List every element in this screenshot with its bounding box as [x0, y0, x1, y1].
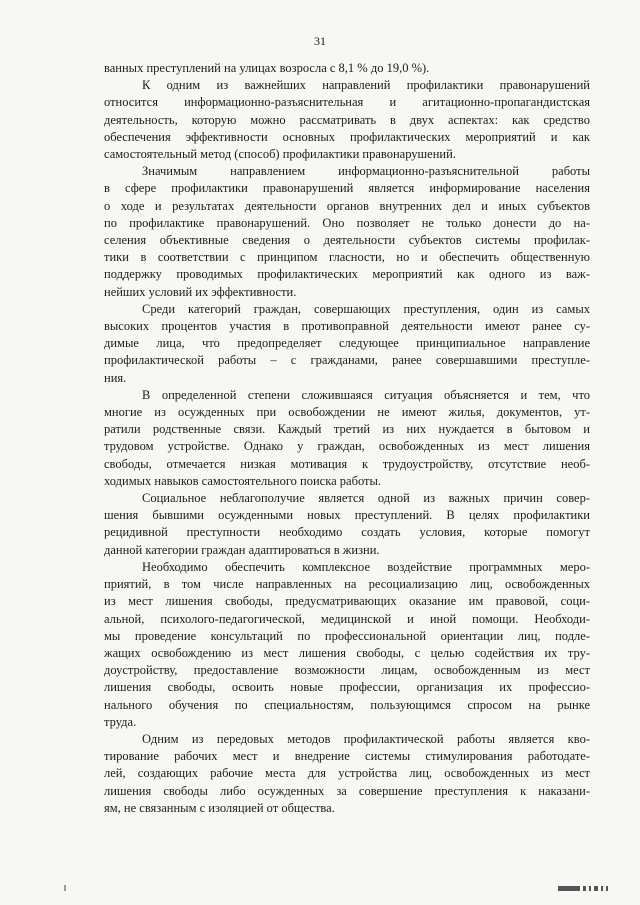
text-line: многие из осужденных при освобождении не имеют жилья, документов, ут-: [104, 405, 590, 420]
text-line: о ходе и результатах деятельности органов внутренних дел и иных субъектов: [104, 198, 590, 213]
text-line: деятельность, которую можно рассматривать в двух аспектах: как средство: [104, 112, 590, 127]
text-line: в сфере профилактики правонарушений является информирование населения: [104, 181, 590, 196]
text-line: мы проведение консультаций по профессиональной ориентации лиц, подле-: [104, 628, 590, 643]
text-line: ния.: [104, 370, 127, 385]
text-line: высоких процентов участия в противоправной деятельности имеют ранее су-: [104, 319, 590, 334]
paragraph: [104, 559, 590, 731]
text-line: К одним из важнейших направлений профилактики правонарушений: [142, 78, 590, 93]
text-line: трудовом устройстве. Однако у граждан, освобожденных из мест лишения: [104, 439, 590, 454]
text-line: шения бывшими осужденными новых преступлений. В целях профилактики: [104, 508, 590, 523]
text-line: по профилактике правонарушений. Оно позволяет не только донести до на-: [104, 215, 590, 230]
text-line: ходимых навыков самостоятельного поиска работы.: [104, 473, 382, 488]
text-line: Среди категорий граждан, совершающих преступления, один из самых: [142, 301, 590, 316]
paragraph: [104, 490, 590, 559]
text-line: свободы, отмечается низкая мотивация к трудоустройству, отсутствие необ-: [104, 456, 590, 471]
text-line: лишения свободы либо осужденных за совершение преступления к наказани-: [104, 783, 590, 798]
text-line: из мест лишения свободы, предусматривающих оказание им правовой, соци-: [104, 594, 590, 609]
text-line: нейших условий их эффективности.: [104, 284, 297, 299]
text-line: лей, создающих рабочие места для устройства лиц, освобожденных из мест: [104, 766, 590, 781]
paragraph: [104, 163, 590, 301]
text-line: труда.: [104, 714, 137, 729]
paragraph: [104, 387, 590, 490]
paragraph: [104, 731, 590, 817]
text-line: ванных преступлений на улицах возросла с 8,1 % до 19,0 %).: [104, 61, 430, 75]
text-line: самостоятельный метод (способ) профилактики правонарушений.: [104, 147, 456, 162]
scan-mark-right: [558, 886, 618, 891]
text-line: Необходимо обеспечить комплексное воздействие программных меро-: [142, 559, 590, 574]
text-line: профилактической работы – с гражданами, ранее совершавшими преступле-: [104, 353, 590, 368]
text-line: альной, психолого-педагогической, медицинской и иной помощи. Необходи-: [104, 611, 590, 626]
text-line: ратили родственные связи. Каждый третий из них нуждается в бытовом и: [104, 422, 590, 437]
text-line: рецидивной преступности необходимо создать условия, которые помогут: [104, 525, 590, 540]
text-line: лишения свободы, освоить новые профессии, организация их профессио-: [104, 680, 590, 695]
page-number: 31: [314, 34, 326, 48]
text-line: Значимым направлением информационно-разъяснительной работы: [142, 164, 590, 179]
scan-mark-left: [64, 885, 66, 891]
text-line: Социальное неблагополучие является одной из важных причин совер-: [142, 491, 590, 506]
text-line: поддержку проводимых профилактических мероприятий как одного из важ-: [104, 267, 590, 282]
paragraph: [104, 301, 590, 387]
text-line: димые лица, что предопределяет следующее принципиальное направление: [104, 336, 590, 351]
text-line: ям, не связанным с изоляцией от общества.: [104, 800, 335, 815]
paragraph: [104, 77, 590, 163]
text-line: В определенной степени сложившаяся ситуация объясняется и тем, что: [142, 387, 590, 402]
text-line: Одним из передовых методов профилактической работы является кво-: [142, 731, 590, 746]
text-line: нального обучения по специальностям, пользующимся спросом на рынке: [104, 697, 590, 712]
text-line: данной категории граждан адаптироваться в жизни.: [104, 542, 380, 557]
text-line: тирование рабочих мест и внедрение системы стимулирования работодате-: [104, 749, 590, 764]
body-text: [104, 60, 590, 817]
text-line: жащих освобождению из мест лишения свободы, с целью содействия их тру-: [104, 645, 590, 660]
text-line: доустройству, предоставление возможности лицам, освобожденным из мест: [104, 663, 590, 678]
paragraph: [104, 60, 590, 77]
text-line: селения объективные сведения о деятельности субъектов системы профилак-: [104, 233, 590, 248]
text-line: обеспечения эффективности основных профилактических мероприятий и как: [104, 129, 590, 144]
text-line: тики в соответствии с принципом гласности, но и обеспечить общественную: [104, 250, 590, 265]
text-line: приятий, в том числе направленных на ресоциализацию лиц, освобожденных: [104, 577, 590, 592]
text-line: относится информационно-разъяснительная и агитационно-пропагандистская: [104, 95, 590, 110]
